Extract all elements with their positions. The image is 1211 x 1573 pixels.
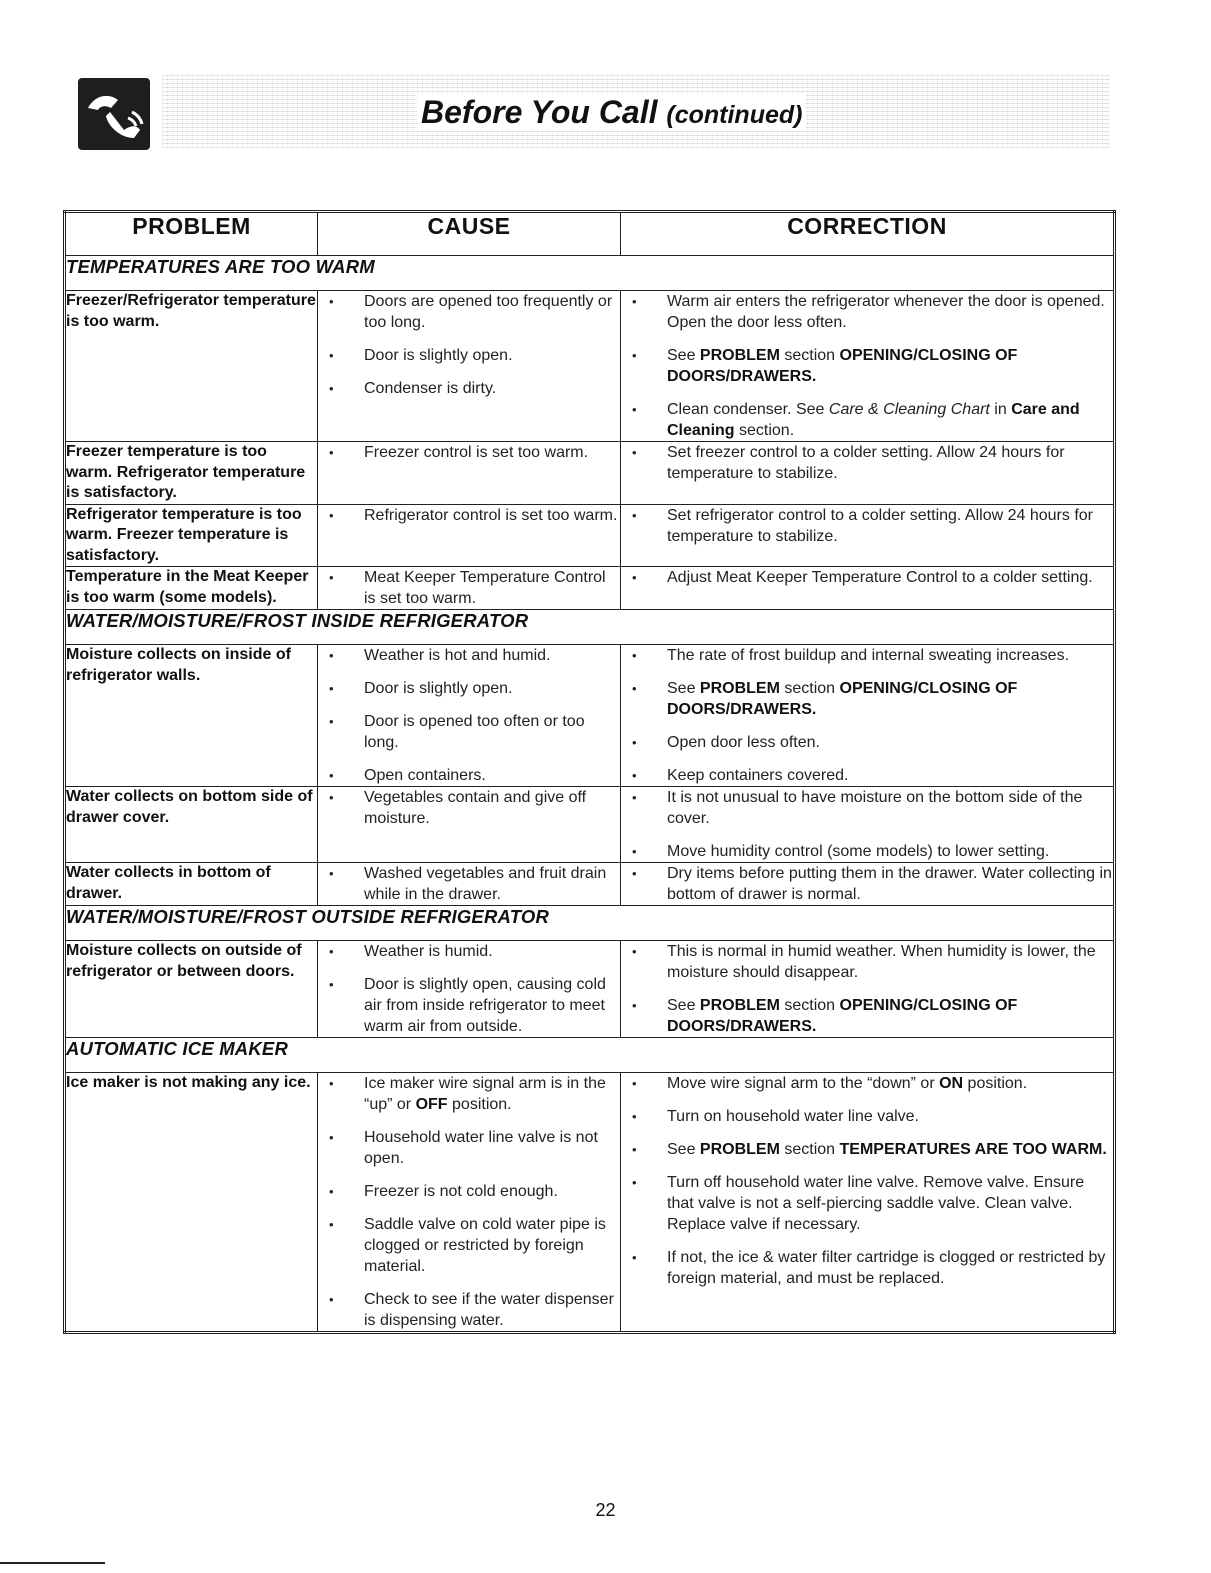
correction-list [621, 941, 1113, 1037]
cause-cell [318, 941, 621, 1038]
correction-item: • Adjust Meat Keeper Temperature Control to a colder setting. [621, 567, 1113, 588]
table-row [65, 1073, 1115, 1333]
correction-item: • Dry items before putting them in the drawer. Water collecting in bottom of drawer is normal. [621, 863, 1113, 905]
cause-cell [318, 442, 621, 505]
correction-item: • It is not unusual to have moisture on the bottom side of the cover. [621, 787, 1113, 829]
cause-cell [318, 645, 621, 787]
problem-cell: Water collects in bottom of drawer. [65, 863, 318, 906]
cause-item: • Freezer control is set too warm. [318, 442, 620, 463]
correction-list [621, 291, 1113, 441]
correction-item: • Set freezer control to a colder setting. Allow 24 hours for temperature to stabilize. [621, 442, 1113, 484]
correction-list [621, 863, 1113, 905]
cause-item: • Door is opened too often or too long. [318, 711, 620, 753]
cause-list [318, 442, 620, 463]
problem-cell: Ice maker is not making any ice. [65, 1073, 318, 1333]
header-row [65, 212, 1115, 256]
cause-item: • Household water line valve is not open. [318, 1127, 620, 1169]
correction-cell [621, 863, 1115, 906]
cause-list [318, 863, 620, 905]
table-row [65, 442, 1115, 505]
table-row [65, 941, 1115, 1038]
cause-cell [318, 291, 621, 442]
correction-item: • See PROBLEM section OPENING/CLOSING OF DOORS/DRAWERS. [621, 345, 1113, 387]
correction-item: • Turn off household water line valve. Remove valve. Ensure that valve is not a self-piercing saddle valve. Clean valve. Replace valve if necessary. [621, 1172, 1113, 1235]
column-header-problem: PROBLEM [65, 212, 318, 256]
correction-item: • Warm air enters the refrigerator whenever the door is opened. Open the door less often. [621, 291, 1113, 333]
correction-cell [621, 567, 1115, 610]
cause-item: • Open containers. [318, 765, 620, 786]
cause-item: • Saddle valve on cold water pipe is clogged or restricted by foreign material. [318, 1214, 620, 1277]
table-row [65, 567, 1115, 610]
problem-cell: Freezer temperature is too warm. Refrigerator temperature is satisfactory. [65, 442, 318, 505]
cause-item: • Meat Keeper Temperature Control is set too warm. [318, 567, 620, 609]
correction-cell [621, 442, 1115, 505]
problem-cell: Freezer/Refrigerator temperature is too warm. [65, 291, 318, 442]
problem-cell: Moisture collects on inside of refrigerator walls. [65, 645, 318, 787]
cause-item: • Refrigerator control is set too warm. [318, 505, 620, 526]
cause-item: • Door is slightly open, causing cold air from inside refrigerator to meet warm air from outside. [318, 974, 620, 1037]
phone-icon [78, 78, 150, 150]
correction-item: • If not, the ice & water filter cartridge is clogged or restricted by foreign material, and must be replaced. [621, 1247, 1113, 1289]
problem-cell: Water collects on bottom side of drawer cover. [65, 787, 318, 863]
header-banner [162, 74, 1110, 148]
correction-list [621, 567, 1113, 588]
correction-item: • See PROBLEM section TEMPERATURES ARE TOO WARM. [621, 1139, 1113, 1160]
table-row [65, 787, 1115, 863]
correction-item: • See PROBLEM section OPENING/CLOSING OF DOORS/DRAWERS. [621, 995, 1113, 1037]
page-title [417, 94, 806, 131]
section-row [65, 610, 1115, 645]
cause-cell [318, 567, 621, 610]
correction-item: • Keep containers covered. [621, 765, 1113, 786]
table-row [65, 504, 1115, 567]
cause-item: • Weather is hot and humid. [318, 645, 620, 666]
title-subtitle: (continued) [666, 101, 803, 129]
correction-list [621, 787, 1113, 862]
page-header [78, 74, 1110, 154]
section-title: TEMPERATURES ARE TOO WARM [65, 256, 1115, 291]
troubleshooting-table [63, 210, 1116, 1334]
cause-list [318, 941, 620, 1037]
cause-list [318, 505, 620, 526]
correction-list [621, 505, 1113, 547]
correction-cell [621, 941, 1115, 1038]
title-text: Before You Call [421, 94, 658, 130]
cause-item: • Freezer is not cold enough. [318, 1181, 620, 1202]
correction-item: • Move wire signal arm to the “down” or ON position. [621, 1073, 1113, 1094]
correction-cell [621, 291, 1115, 442]
cause-list [318, 291, 620, 399]
cause-item: • Weather is humid. [318, 941, 620, 962]
cause-list [318, 567, 620, 609]
table-row [65, 863, 1115, 906]
correction-cell [621, 1073, 1115, 1333]
problem-cell: Refrigerator temperature is too warm. Freezer temperature is satisfactory. [65, 504, 318, 567]
section-row [65, 256, 1115, 291]
problem-cell: Temperature in the Meat Keeper is too warm (some models). [65, 567, 318, 610]
correction-cell [621, 645, 1115, 787]
column-header-cause: CAUSE [318, 212, 621, 256]
cause-item: • Ice maker wire signal arm is in the “up” or OFF position. [318, 1073, 620, 1115]
cause-item: • Door is slightly open. [318, 678, 620, 699]
correction-item: • Turn on household water line valve. [621, 1106, 1113, 1127]
section-row [65, 1038, 1115, 1073]
section-row [65, 906, 1115, 941]
cause-cell [318, 1073, 621, 1333]
table-row [65, 645, 1115, 787]
correction-list [621, 442, 1113, 484]
cause-cell [318, 863, 621, 906]
correction-item: • See PROBLEM section OPENING/CLOSING OF DOORS/DRAWERS. [621, 678, 1113, 720]
cause-item: • Door is slightly open. [318, 345, 620, 366]
section-title: WATER/MOISTURE/FROST INSIDE REFRIGERATOR [65, 610, 1115, 645]
page-number: 22 [595, 1500, 616, 1520]
cause-cell [318, 787, 621, 863]
section-title: AUTOMATIC ICE MAKER [65, 1038, 1115, 1073]
cause-item: • Check to see if the water dispenser is dispensing water. [318, 1289, 620, 1331]
correction-cell [621, 787, 1115, 863]
column-header-correction: CORRECTION [621, 212, 1115, 256]
cause-item: • Washed vegetables and fruit drain while in the drawer. [318, 863, 620, 905]
cause-list [318, 645, 620, 786]
correction-item: • The rate of frost buildup and internal sweating increases. [621, 645, 1113, 666]
cause-item: • Doors are opened too frequently or too long. [318, 291, 620, 333]
correction-item: • Move humidity control (some models) to lower setting. [621, 841, 1113, 862]
correction-item: • Clean condenser. See Care & Cleaning Chart in Care and Cleaning section. [621, 399, 1113, 441]
cause-item: • Condenser is dirty. [318, 378, 620, 399]
correction-item: • Open door less often. [621, 732, 1113, 753]
problem-cell: Moisture collects on outside of refrigerator or between doors. [65, 941, 318, 1038]
footer-rule [0, 1562, 105, 1564]
correction-list [621, 645, 1113, 786]
cause-item: • Vegetables contain and give off moisture. [318, 787, 620, 829]
section-title: WATER/MOISTURE/FROST OUTSIDE REFRIGERATOR [65, 906, 1115, 941]
correction-cell [621, 504, 1115, 567]
cause-list [318, 1073, 620, 1331]
correction-item: • Set refrigerator control to a colder setting. Allow 24 hours for temperature to stabilize. [621, 505, 1113, 547]
cause-list [318, 787, 620, 829]
correction-list [621, 1073, 1113, 1289]
table-row [65, 291, 1115, 442]
correction-item: • This is normal in humid weather. When humidity is lower, the moisture should disappear. [621, 941, 1113, 983]
cause-cell [318, 504, 621, 567]
